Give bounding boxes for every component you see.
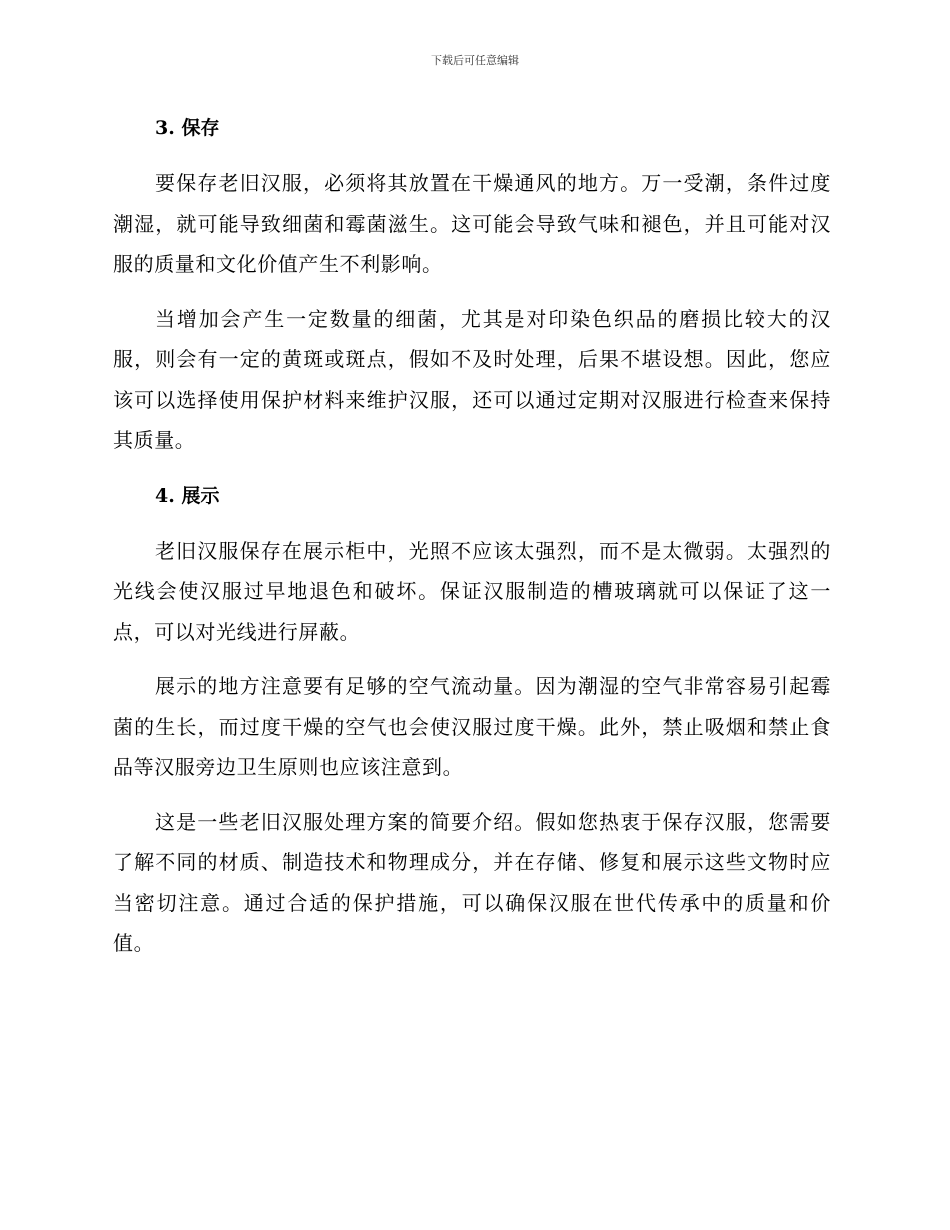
section-heading-display: 4. 展示: [155, 484, 220, 507]
paragraph: 当增加会产生一定数量的细菌，尤其是对印染色织品的磨损比较大的汉服，则会有一定的黄斑或斑点，假如不及时处理，后果不堪设想。因此，您应该可以选择使用保护材料来维护汉服，还可以通过定期对汉服进行检查来保持其质量。: [113, 306, 831, 452]
paragraph: 要保存老旧汉服，必须将其放置在干燥通风的地方。万一受潮，条件过度潮湿，就可能导致细菌和霉菌滋生。这可能会导致气味和褪色，并且可能对汉服的质量和文化价值产生不利影响。: [113, 171, 831, 276]
page-header: 下载后可任意编辑: [431, 54, 519, 67]
paragraph: 老旧汉服保存在展示柜中，光照不应该太强烈，而不是太微弱。太强烈的光线会使汉服过早地退色和破坏。保证汉服制造的槽玻璃就可以保证了这一点，可以对光线进行屏蔽。: [113, 538, 831, 644]
paragraph: 展示的地方注意要有足够的空气流动量。因为潮湿的空气非常容易引起霉菌的生长，而过度干燥的空气也会使汉服过度干燥。此外，禁止吸烟和禁止食品等汉服旁边卫生原则也应该注意到。: [113, 674, 831, 779]
section-heading-storage: 3. 保存: [155, 117, 220, 139]
paragraph: 这是一些老旧汉服处理方案的简要介绍。假如您热衷于保存汉服，您需要了解不同的材质、制造技术和物理成分，并在存储、修复和展示这些文物时应当密切注意。通过合适的保护措施，可以确保汉服在世代传承中的质量和价值。: [113, 809, 831, 955]
document-body: [113, 108, 831, 964]
